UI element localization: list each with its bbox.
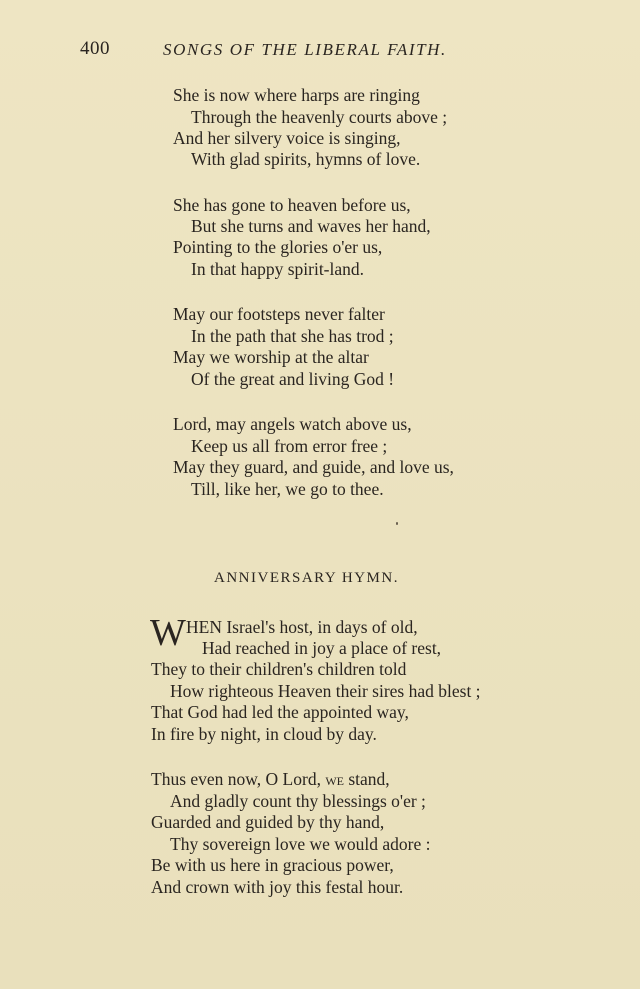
- poem-line: She is now where harps are ringing: [173, 85, 420, 105]
- page-number: 400: [80, 38, 110, 59]
- poem-line: That God had led the appointed way,: [151, 702, 409, 722]
- poem-line: Keep us all from error free ;: [191, 436, 388, 456]
- poem-line: Lord, may angels watch above us,: [173, 414, 412, 434]
- poem-line: May they guard, and guide, and love us,: [173, 457, 454, 477]
- poem-line: But she turns and waves her hand,: [191, 216, 431, 236]
- poem-line: HEN Israel's host, in days of old,: [186, 617, 418, 637]
- poem-line: How righteous Heaven their sires had blest ;: [170, 681, 481, 701]
- poem-line: May we worship at the altar: [173, 347, 369, 367]
- drop-cap: W: [150, 612, 186, 654]
- poem-line: And her silvery voice is singing,: [173, 128, 401, 148]
- poem-line: [151, 771, 390, 789]
- poem-line: In fire by night, in cloud by day.: [151, 724, 377, 744]
- poem-line: Through the heavenly courts above ;: [191, 107, 448, 127]
- poem-line: Be with us here in gracious power,: [151, 855, 394, 875]
- poem-line: Had reached in joy a place of rest,: [202, 638, 442, 658]
- poem-line: She has gone to heaven before us,: [173, 195, 411, 215]
- small-caps-word: we: [325, 769, 344, 789]
- poem-line: In the path that she has trod ;: [191, 326, 394, 346]
- poem-line: They to their children's children told: [151, 659, 407, 679]
- hymn-title: ANNIVERSARY HYMN.: [214, 570, 399, 586]
- ink-speck: [396, 522, 398, 525]
- poem-line: In that happy spirit-land.: [191, 259, 365, 279]
- line-text: stand,: [343, 769, 390, 789]
- poem-line: With glad spirits, hymns of love.: [191, 149, 421, 169]
- poem-line: Thy sovereign love we would adore :: [170, 834, 431, 854]
- running-head: SONGS OF THE LIBERAL FAITH.: [163, 40, 447, 59]
- poem-line: And crown with joy this festal hour.: [151, 877, 404, 897]
- poem-line: May our footsteps never falter: [173, 304, 385, 324]
- poem-line: Pointing to the glories o'er us,: [173, 237, 383, 257]
- poem-line: Guarded and guided by thy hand,: [151, 812, 385, 832]
- poem-line: Of the great and living God !: [191, 369, 395, 389]
- line-text: Thus even now, O Lord,: [151, 769, 326, 789]
- poem-line: And gladly count thy blessings o'er ;: [170, 791, 426, 811]
- poem-line: Till, like her, we go to thee.: [191, 479, 384, 499]
